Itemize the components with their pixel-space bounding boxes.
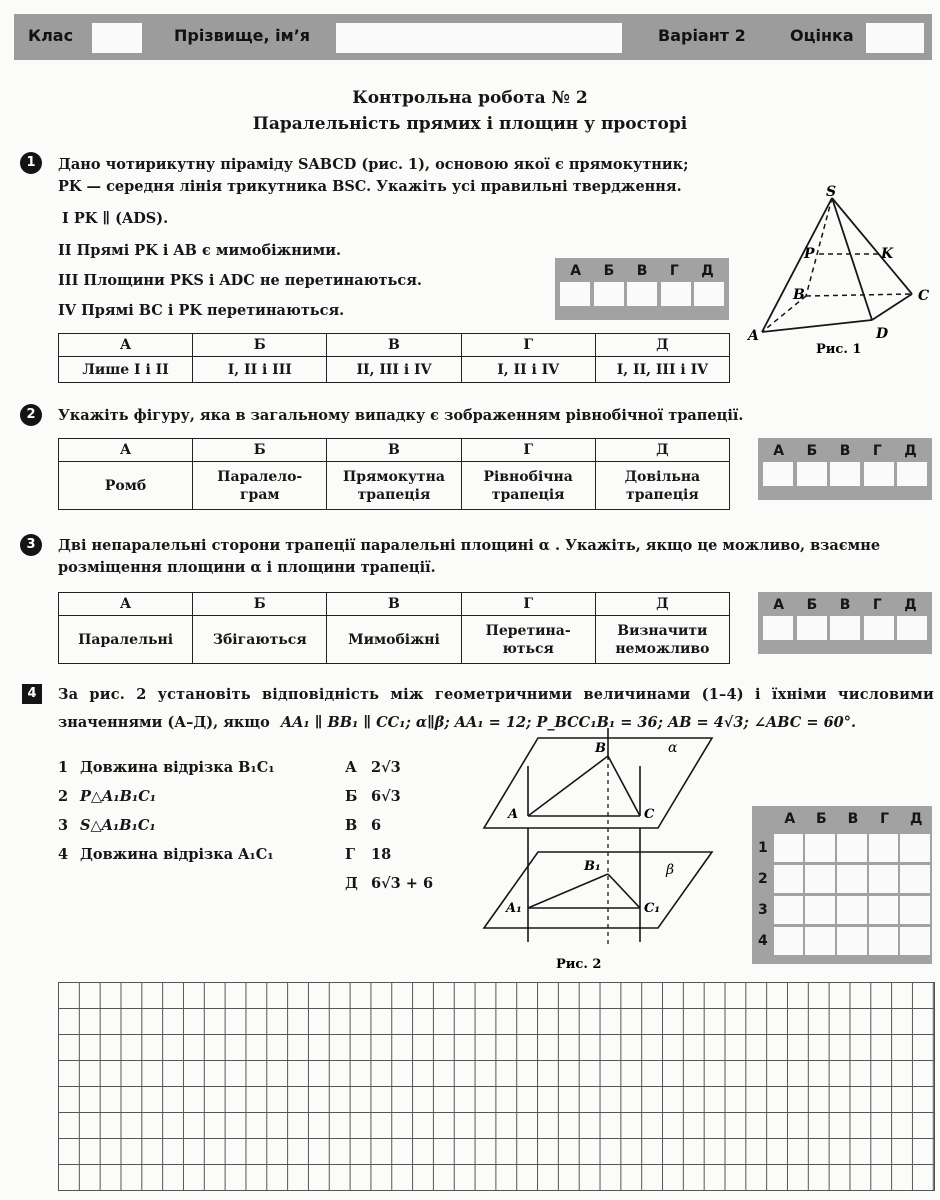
task-1-statement-3: III Площини PKS і ADC не перетинаються. [58,272,422,289]
figure-label: P [804,246,815,262]
answer-cell[interactable] [797,462,827,486]
answer-cell[interactable] [830,616,860,640]
answer-cell[interactable] [763,616,793,640]
grade-label: Оцінка [790,26,854,45]
parallel-planes-figure [478,728,718,974]
task-4-text-line2 [58,712,856,734]
task-2-answer-grid [758,438,932,500]
task-4-item: 3 S△A₁B₁C₁ [58,817,156,834]
answer-cell[interactable] [869,834,899,862]
option-letter: А [59,334,193,357]
task-4-value: В 6 [345,817,382,834]
option-text: Ромб [59,462,193,510]
option-letter: Г [461,334,595,357]
figure-label: K [881,246,894,262]
option-text: I, II і III [193,357,327,383]
answer-cell[interactable] [805,927,835,955]
option-text: Довільна трапеція [595,462,729,510]
answer-cell[interactable] [763,462,793,486]
figure-label: A₁ [506,901,522,916]
answer-letter: Д [904,443,917,459]
figure-caption: Рис. 2 [556,957,602,972]
task-1-statement-2: II Прямі PK і AB є мимобіжними. [58,242,342,259]
task-3-options-table [58,592,730,664]
task-4-number: 4 [22,684,42,704]
answer-letter: В [636,263,648,279]
figure-label: α [668,740,678,756]
answer-letter: Б [816,811,827,827]
header-bar [14,14,932,60]
option-letter: Б [193,334,327,357]
task-1-statement-1: I PK ∥ (ADS). [62,210,169,227]
answer-cell[interactable] [805,896,835,924]
answer-cell[interactable] [774,865,804,893]
task-4-text-line1: За рис. 2 установіть відповідність між геометричними величинами (1–4) і їхніми числовими [58,686,934,703]
answer-cell[interactable] [900,865,930,893]
option-text: I, II, III і IV [595,357,729,383]
task-1-answer-grid [555,258,729,320]
task-4-item: 1 Довжина відрізка B₁C₁ [58,759,275,776]
option-letter: Д [595,439,729,462]
task-2-options-table [58,438,730,510]
answer-cell[interactable] [900,896,930,924]
option-letter: А [59,439,193,462]
answer-letter: Б [603,263,615,279]
figure-label: C [918,288,930,304]
answer-letter: Д [909,811,923,827]
answer-letter: В [847,811,859,827]
option-text: Мимобіжні [327,616,461,664]
answer-cell[interactable] [897,462,927,486]
answer-cell[interactable] [900,927,930,955]
answer-row: 3 [752,894,932,925]
answer-letter: А [784,811,796,827]
answer-cell[interactable] [837,865,867,893]
task-4-conditions: AA₁ ∥ BB₁ ∥ CC₁; α∥β; AA₁ = 12; P_BCC₁B₁ = 36; AB = 4√3; ∠ABC = 60°. [280,714,857,731]
answer-cell[interactable] [837,896,867,924]
option-text: Збігаються [193,616,327,664]
answer-letter: Г [880,811,890,827]
answer-cell[interactable] [864,616,894,640]
option-text: Перетина- ються [461,616,595,664]
work-grid-area[interactable] [58,982,935,1191]
answer-cell[interactable] [837,834,867,862]
task-1-text-line1: Дано чотирикутну піраміду SABCD (рис. 1), основою якої є прямокутник; [58,156,689,173]
name-field[interactable] [336,23,622,53]
task-4-answer-matrix [752,806,932,964]
answer-cell[interactable] [594,282,624,306]
option-text: Паралело- грам [193,462,327,510]
answer-letter: Г [872,443,882,459]
variant-label: Варіант 2 [658,26,746,45]
task-1-options-table [58,333,730,383]
option-letter: Б [193,593,327,616]
answer-letter: А [570,263,582,279]
answer-cell[interactable] [805,865,835,893]
answer-cell[interactable] [869,896,899,924]
answer-row: 4 [752,925,932,956]
answer-letter: Г [669,263,679,279]
figure-label: B [793,287,805,303]
answer-letter: В [839,597,851,613]
answer-cell[interactable] [774,927,804,955]
answer-letter: Б [806,443,818,459]
answer-cell[interactable] [694,282,724,306]
answer-letter: А [773,443,785,459]
page-subtitle: Паралельність прямих і площин у просторі [252,114,688,134]
option-letter: Д [595,593,729,616]
option-text: Визначити неможливо [595,616,729,664]
answer-cell[interactable] [774,834,804,862]
figure-label: C₁ [644,901,661,916]
figure-label: C [644,807,655,822]
task-2-text: Укажіть фігуру, яка в загальному випадку є зображенням рівнобічної трапеції. [58,407,744,424]
answer-cell[interactable] [869,865,899,893]
task-3-text-line1: Дві непаралельні сторони трапеції паралельні площині α . Укажіть, якщо це можливо, взаємне [58,537,881,554]
figure-label: S [826,184,837,200]
class-label: Клас [28,26,74,45]
page-title: Контрольна робота № 2 [352,88,588,108]
option-text: Рівнобічна трапеція [461,462,595,510]
answer-row: 1 [752,832,932,863]
answer-row: 2 [752,863,932,894]
answer-letter: Д [701,263,714,279]
answer-cell[interactable] [805,834,835,862]
task-2-number: 2 [20,404,42,426]
option-text: Лише I і II [59,357,193,383]
task-1-statement-4: IV Прямі BC і PK перетинаються. [58,302,345,319]
answer-cell[interactable] [900,834,930,862]
task-3-text-line2: розміщення площини α і площини трапеції. [58,559,436,576]
option-letter: Б [193,439,327,462]
class-field[interactable] [92,23,142,53]
answer-cell[interactable] [830,462,860,486]
answer-cell[interactable] [797,616,827,640]
option-text: II, III і IV [327,357,461,383]
answer-letter: Г [872,597,882,613]
answer-letter: Д [904,597,917,613]
option-letter: Г [461,593,595,616]
option-letter: А [59,593,193,616]
option-letter: Д [595,334,729,357]
answer-cell[interactable] [661,282,691,306]
figure-label: D [876,326,889,342]
answer-cell[interactable] [897,616,927,640]
task-4-item: 2 P△A₁B₁C₁ [58,788,157,805]
task-4-text-prefix: значеннями (А–Д), якщо [58,714,270,731]
task-4-item: 4 Довжина відрізка A₁C₁ [58,846,274,863]
task-4-value: Б 6√3 [345,788,401,805]
option-letter: В [327,593,461,616]
answer-letter: А [773,597,785,613]
task-4-value: Д 6√3 + 6 [345,875,434,892]
task-1-text-line2: PK — середня лінія трикутника BSC. Укажіть усі правильні твердження. [58,178,682,195]
figure-label: B₁ [584,859,601,874]
option-letter: В [327,334,461,357]
answer-cell[interactable] [560,282,590,306]
option-text: Паралельні [59,616,193,664]
answer-cell[interactable] [774,896,804,924]
figure-label: A [748,328,759,344]
answer-cell[interactable] [627,282,657,306]
task-1-number: 1 [20,152,42,174]
name-label: Прізвище, ім’я [174,26,311,45]
task-4-value: Г 18 [345,846,392,863]
option-letter: Г [461,439,595,462]
figure-label: B [595,741,606,756]
task-3-number: 3 [20,534,42,556]
task-3-answer-grid [758,592,932,654]
answer-letter: В [839,443,851,459]
grade-field[interactable] [866,23,924,53]
figure-label: A [508,807,519,822]
answer-cell[interactable] [869,927,899,955]
answer-letter: Б [806,597,818,613]
option-letter: В [327,439,461,462]
option-text: Прямокутна трапеція [327,462,461,510]
pyramid-figure [740,182,940,362]
figure-label: β [666,862,675,878]
answer-cell[interactable] [864,462,894,486]
option-text: I, II і IV [461,357,595,383]
figure-caption: Рис. 1 [816,342,862,357]
answer-cell[interactable] [837,927,867,955]
task-4-value: А 2√3 [345,759,401,776]
